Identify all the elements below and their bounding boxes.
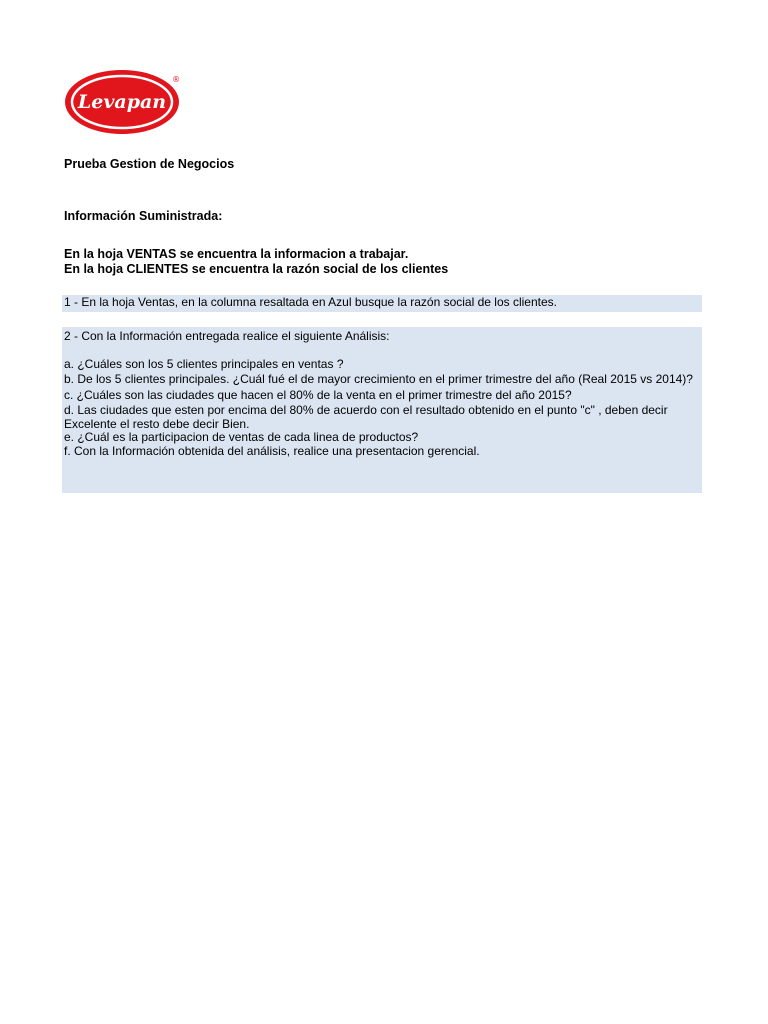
registered-mark: ®: [172, 75, 180, 84]
task-item-a: a. ¿Cuáles son los 5 clientes principales en ventas ?: [64, 356, 344, 371]
task-item-f: f. Con la Información obtenida del análisis, realice una presentacion gerencial.: [64, 443, 480, 458]
sheets-line-clientes: En la hoja CLIENTES se encuentra la razón social de los clientes: [64, 262, 449, 276]
task-item-c: c. ¿Cuáles son las ciudades que hacen el 80% de la venta en el primer trimestre del año 2015?: [64, 387, 572, 402]
document-title: Prueba Gestion de Negocios: [64, 157, 235, 171]
logo-wordmark: Levapan: [77, 91, 167, 113]
sheets-line-ventas: En la hoja VENTAS se encuentra la informacion a trabajar.: [64, 247, 409, 261]
task-item-b: b. De los 5 clientes principales. ¿Cuál fué el de mayor crecimiento en el primer trimestre del año (Real 2015 vs 2014)?: [64, 372, 693, 386]
task-1-text: 1 - En la hoja Ventas, en la columna resaltada en Azul busque la razón social de los clientes.: [64, 295, 557, 309]
task-item-e: e. ¿Cuál es la participacion de ventas de cada linea de productos?: [64, 430, 419, 444]
task-2-intro: 2 - Con la Información entregada realice el siguiente Análisis:: [64, 329, 390, 343]
levapan-logo-graphic: [64, 68, 184, 140]
task-item-d: d. Las ciudades que esten por encima del 80% de acuerdo con el resultado obtenido en el punto "c" , deben decir Excelente el resto debe decir Bien.: [64, 403, 668, 431]
levapan-logo: [64, 68, 184, 140]
task-1-box: [62, 295, 702, 312]
task-2-box: [62, 327, 702, 493]
info-heading: Información Suministrada:: [64, 209, 223, 223]
sheets-description: [64, 247, 448, 277]
